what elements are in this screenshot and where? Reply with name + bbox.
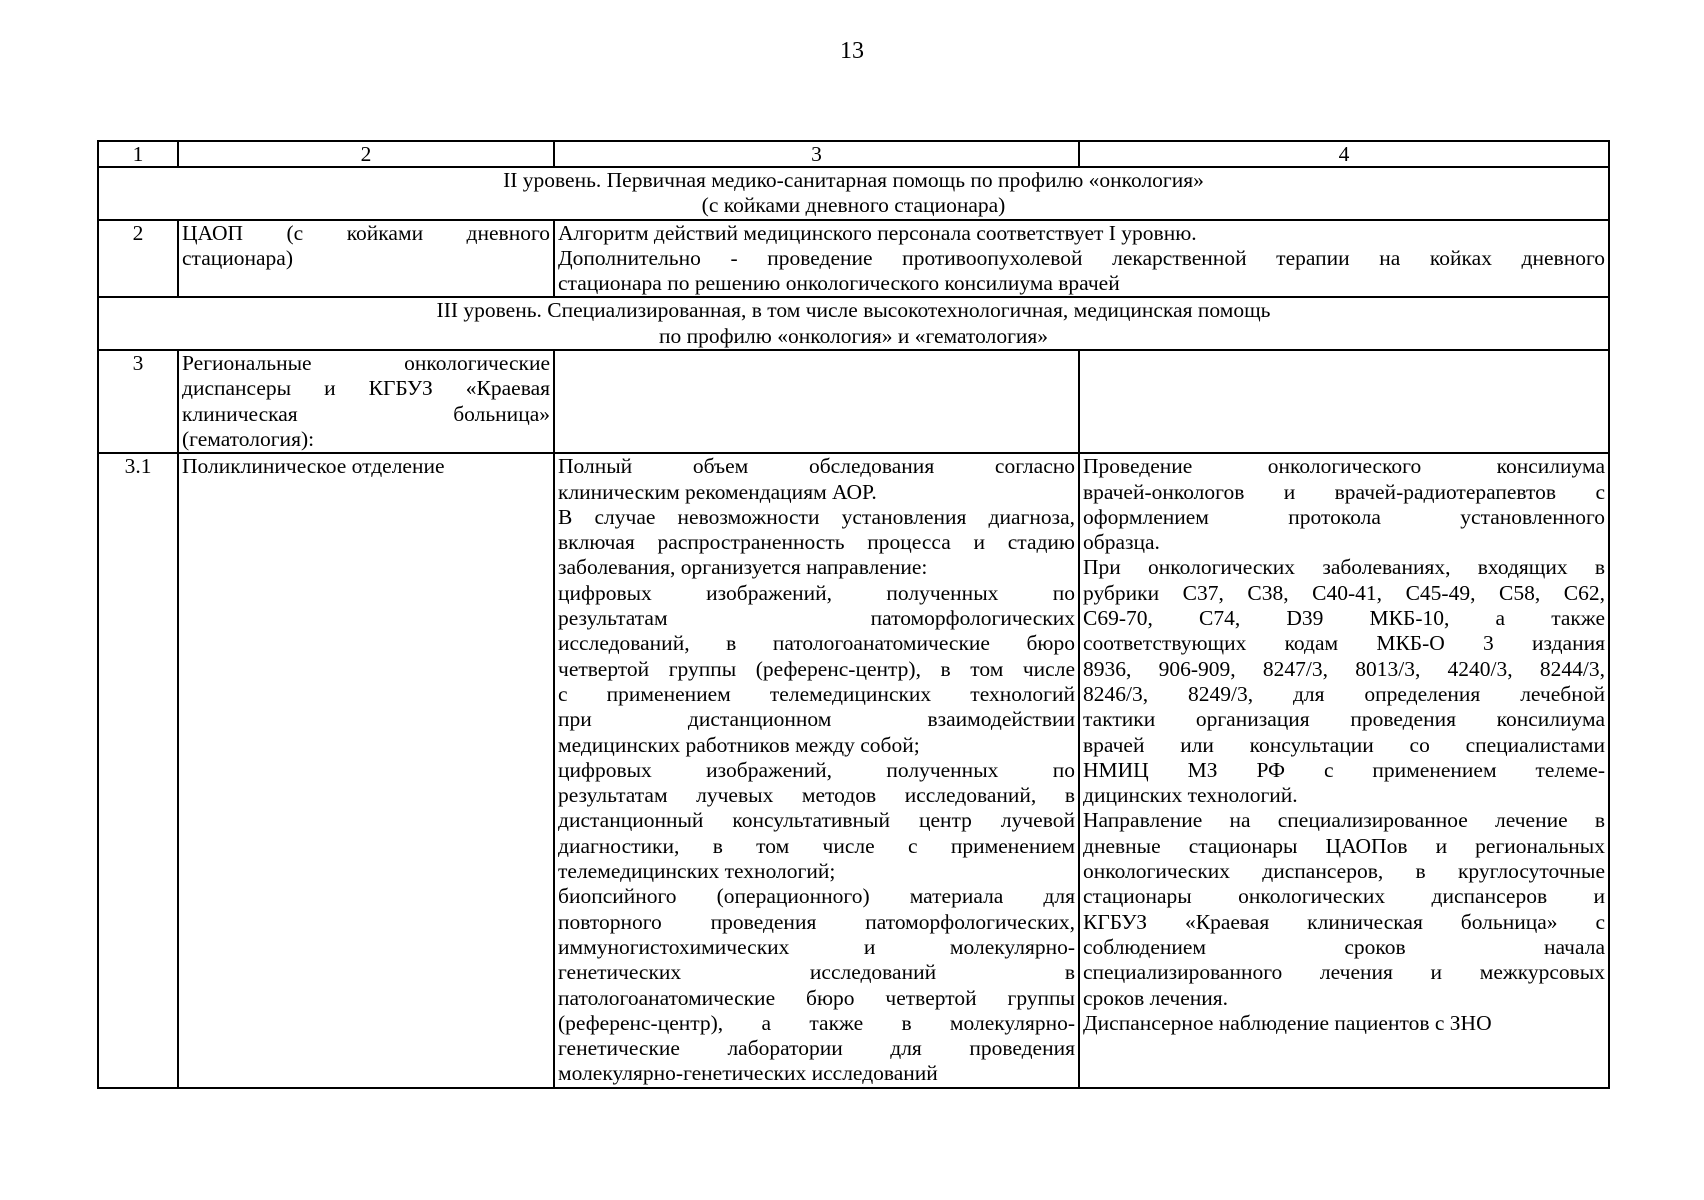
care-levels-table bbox=[97, 140, 1610, 1089]
row-2-content: Алгоритм действий медицинского персонала соответствует I уровню. Дополнительно - проведение противоопухолевой лекарственной терапии на койках дневного стационара по решению онкологического консилиума врачей bbox=[554, 220, 1609, 298]
level-3-header-row bbox=[98, 297, 1609, 350]
column-number: 2 bbox=[178, 141, 554, 167]
row-number: 3.1 bbox=[98, 453, 178, 1087]
table-row bbox=[98, 453, 1609, 1087]
table-row bbox=[98, 350, 1609, 453]
institution-name: Региональные онкологические диспансеры и КГБУЗ «Краевая клиническая больница» (гематология): bbox=[178, 350, 554, 453]
level-2-heading: II уровень. Первичная медико-санитарная помощь по профилю «онкология» (с койками дневного стационара) bbox=[98, 167, 1609, 220]
institution-name: ЦАОП (с койками дневного стационара) bbox=[178, 220, 554, 298]
row-number: 3 bbox=[98, 350, 178, 453]
column-number: 1 bbox=[98, 141, 178, 167]
table-row bbox=[98, 220, 1609, 298]
column-number-row bbox=[98, 141, 1609, 167]
consilium-cell: Проведение онкологического консилиума врачей-онкологов и врачей-радиотерапевтов с оформлением протокола установленного образца. При онкологических заболеваниях, входящих в рубрики C37, C38, C40-41, C45-49, C58, C62, C69-70, C74, D39 МКБ-10, а также соответствующих кодам МКБ-О 3 издания 8936, 906-909, 8247/3, 8013/3, 4240/3, 8244/3, 8246/3, 8249/3, для определения лечебной тактики организация проведения консилиума врачей или консультации со специалистами НМИЦ МЗ РФ с применением телеме- дицинских технологий. Направление на специализированное лечение в дневные стационары ЦАОПов и региональных онкологических диспансеров, в круглосуточные стационары онкологических диспансеров и КГБУЗ «Краевая клиническая больница» с соблюдением сроков начала специализированного лечения и межкурсовых сроков лечения. Диспансерное наблюдение пациентов с ЗНО bbox=[1079, 453, 1609, 1087]
column-number: 4 bbox=[1079, 141, 1609, 167]
department-name: Поликлиническое отделение bbox=[178, 453, 554, 1087]
level-2-header-row bbox=[98, 167, 1609, 220]
row-number: 2 bbox=[98, 220, 178, 298]
empty-cell bbox=[1079, 350, 1609, 453]
empty-cell bbox=[554, 350, 1079, 453]
level-3-heading: III уровень. Специализированная, в том числе высокотехнологичная, медицинская помощь по профилю «онкология» и «гематология» bbox=[98, 297, 1609, 350]
examination-cell: Полный объем обследования согласно клиническим рекомендациям АОР. В случае невозможности установления диагноза, включая распространенность процесса и стадию заболевания, организуется направление: цифровых изображений, полученных по результатам патоморфологических исследований, в патологоанатомические бюро четвертой группы (референс-центр), в том числе с применением телемедицинских технологий при дистанционном взаимодействии медицинских работников между собой; цифровых изображений, полученных по результатам лучевых методов исследований, в дистанционный консультативный центр лучевой диагностики, в том числе с применением телемедицинских технологий; биопсийного (операционного) материала для повторного проведения патоморфологических, иммуногистохимических и молекулярно- генетических исследований в патологоанатомические бюро четвертой группы (референс-центр), а также в молекулярно- генетические лаборатории для проведения молекулярно-генетических исследований bbox=[554, 453, 1079, 1087]
column-number: 3 bbox=[554, 141, 1079, 167]
page-number: 13 bbox=[840, 38, 864, 64]
